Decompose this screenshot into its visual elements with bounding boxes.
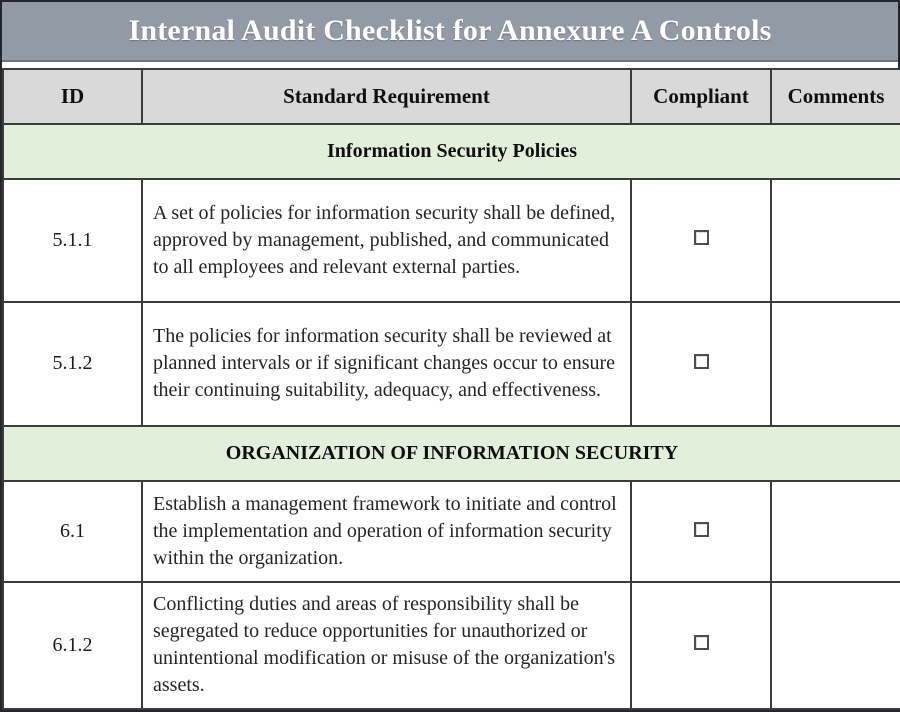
comments-cell[interactable] xyxy=(771,302,900,426)
compliant-checkbox[interactable] xyxy=(694,522,709,537)
table-row xyxy=(3,481,900,581)
compliant-cell xyxy=(631,582,771,709)
control-id: 5.1.2 xyxy=(3,302,142,426)
requirement-text: The policies for information security shall be reviewed at planned intervals or if significant changes occur to ensure their continuing suitability, adequacy, and effectiveness. xyxy=(142,302,631,426)
table-row xyxy=(3,302,900,426)
title-bar xyxy=(2,2,898,62)
section-row-information-security-policies xyxy=(3,124,900,180)
section-heading: Information Security Policies xyxy=(3,124,900,180)
comments-cell[interactable] xyxy=(771,179,900,301)
compliant-checkbox[interactable] xyxy=(694,354,709,369)
column-header-id: ID xyxy=(3,69,142,124)
requirement-text: Establish a management framework to initiate and control the implementation and operation of information security within the organization. xyxy=(142,481,631,581)
column-header-comments: Comments xyxy=(771,69,900,124)
control-id: 6.1 xyxy=(3,481,142,581)
compliant-cell xyxy=(631,481,771,581)
compliant-checkbox[interactable] xyxy=(694,230,709,245)
requirement-text: A set of policies for information security shall be defined, approved by management, published, and communicated to all employees and relevant external parties. xyxy=(142,179,631,301)
control-id: 5.1.1 xyxy=(3,179,142,301)
control-id: 6.1.2 xyxy=(3,582,142,709)
header-row xyxy=(3,69,900,124)
section-row-organization-of-information-security xyxy=(3,426,900,482)
checklist-table xyxy=(2,68,900,710)
column-header-requirement: Standard Requirement xyxy=(142,69,631,124)
requirement-text: Conflicting duties and areas of responsibility shall be segregated to reduce opportunities for unauthorized or unintentional modification or misuse of the organization's assets. xyxy=(142,582,631,709)
compliant-cell xyxy=(631,302,771,426)
compliant-checkbox[interactable] xyxy=(694,635,709,650)
page-title: Internal Audit Checklist for Annexure A Controls xyxy=(128,14,772,47)
column-header-compliant: Compliant xyxy=(631,69,771,124)
section-heading: ORGANIZATION OF INFORMATION SECURITY xyxy=(3,426,900,482)
table-row xyxy=(3,582,900,709)
comments-cell[interactable] xyxy=(771,481,900,581)
comments-cell[interactable] xyxy=(771,582,900,709)
table-row xyxy=(3,179,900,301)
compliant-cell xyxy=(631,179,771,301)
